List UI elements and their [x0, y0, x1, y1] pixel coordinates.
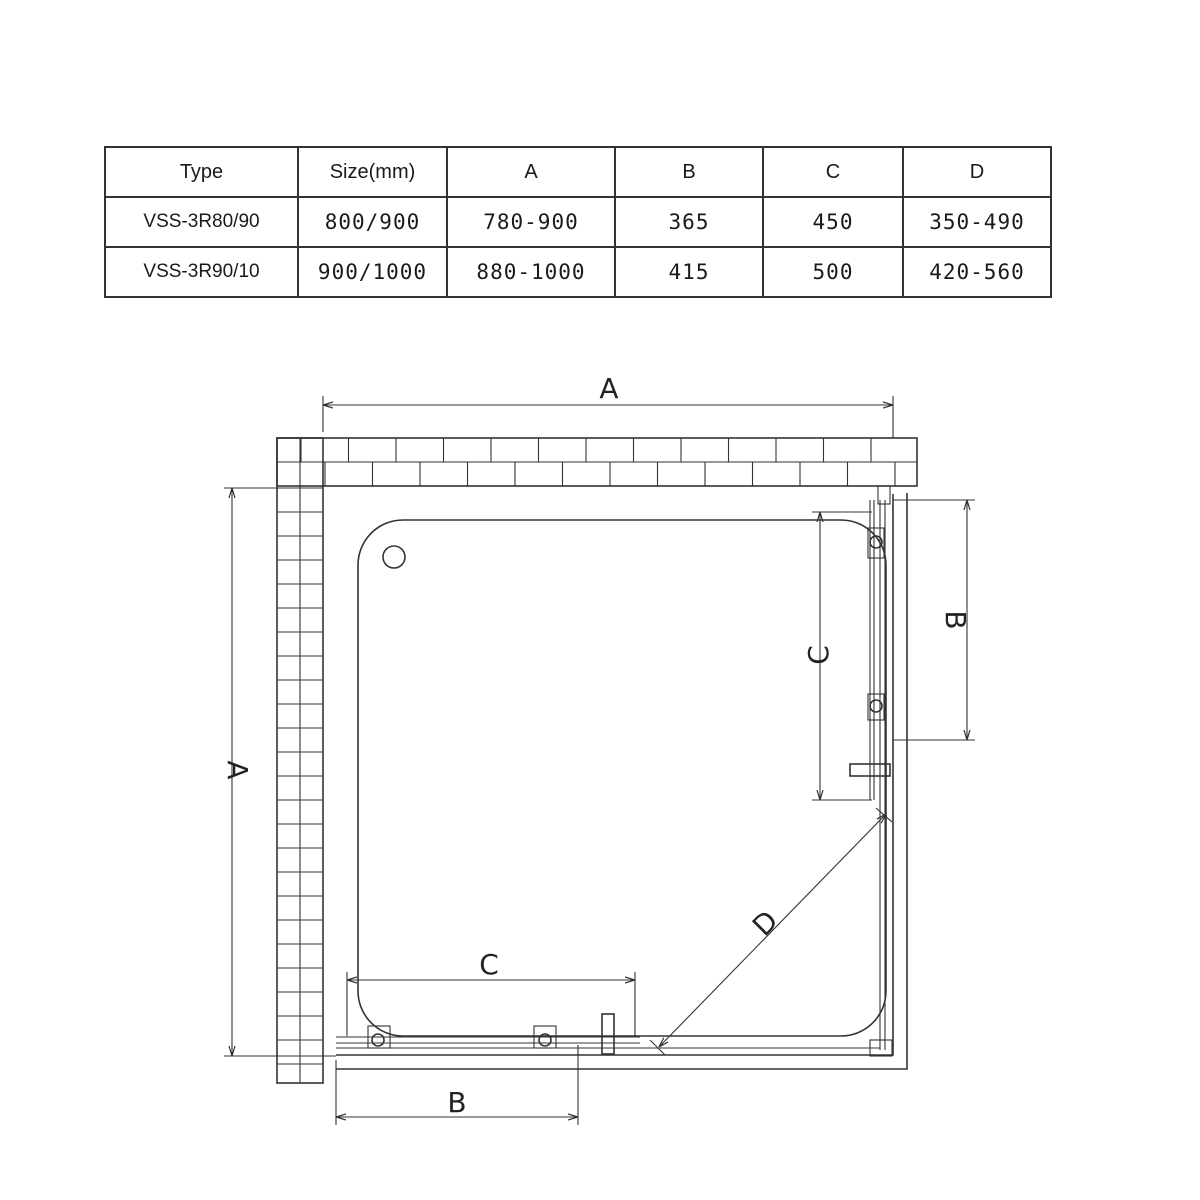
header-size: Size(mm) — [298, 147, 447, 197]
header-type: Type — [105, 147, 298, 197]
cell-b: 365 — [615, 197, 763, 247]
dim-d-tick-top — [876, 808, 892, 822]
dim-c-bottom-label: C — [479, 948, 499, 981]
dim-a-left-label: A — [221, 760, 254, 780]
header-a: A — [447, 147, 615, 197]
shower-tray — [358, 520, 886, 1036]
dim-b-right-label: B — [939, 610, 972, 630]
cell-b: 415 — [615, 247, 763, 297]
cell-size: 900/1000 — [298, 247, 447, 297]
dim-b-bottom-label: B — [447, 1086, 467, 1119]
cell-a: 780-900 — [447, 197, 615, 247]
header-d: D — [903, 147, 1051, 197]
dim-c-right-label: C — [802, 645, 835, 665]
cell-c: 500 — [763, 247, 903, 297]
cell-a: 880-1000 — [447, 247, 615, 297]
header-c: C — [763, 147, 903, 197]
cell-type: VSS-3R80/90 — [105, 197, 298, 247]
enclosure-frame — [336, 493, 907, 1069]
dim-a-top-label: A — [599, 372, 619, 405]
drain-icon — [383, 546, 405, 568]
tiled-walls — [277, 438, 917, 1083]
cell-d: 350-490 — [903, 197, 1051, 247]
dim-d-label: D — [745, 903, 785, 943]
cell-type: VSS-3R90/10 — [105, 247, 298, 297]
header-b: B — [615, 147, 763, 197]
cell-d: 420-560 — [903, 247, 1051, 297]
cell-c: 450 — [763, 197, 903, 247]
cell-size: 800/900 — [298, 197, 447, 247]
